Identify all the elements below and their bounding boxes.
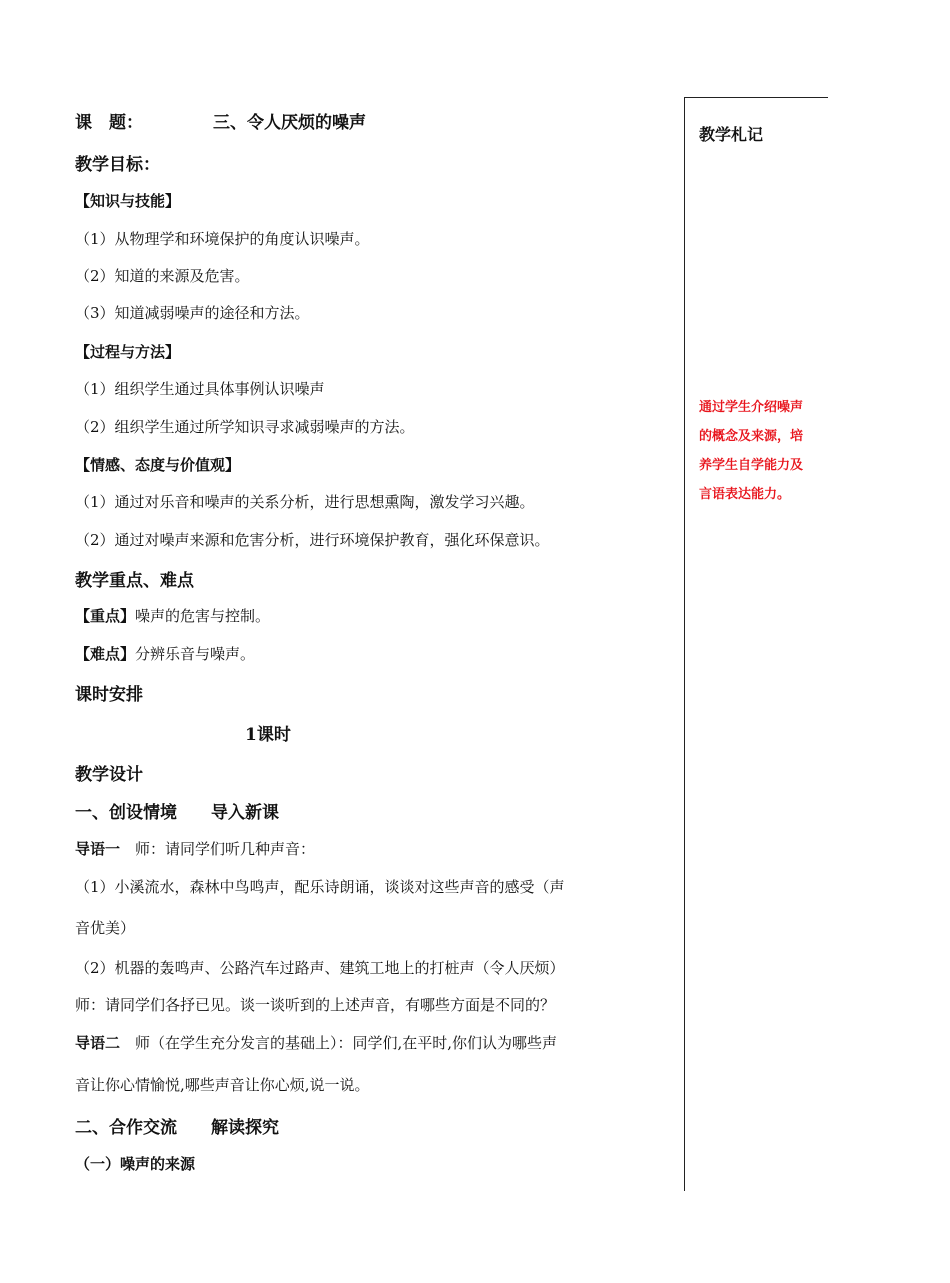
lesson-title-label: 课 题： xyxy=(75,113,143,133)
teaching-note-line: 的概念及来源，培 xyxy=(699,429,804,444)
schedule-value: 1课时 xyxy=(245,725,291,745)
keypoints-heading: 教学重点、难点 xyxy=(75,571,194,591)
teaching-note-line: 养学生自学能力及 xyxy=(699,458,804,473)
intro1-text: 师：请同学们听几种声音： xyxy=(120,840,316,858)
intro1-item: （2）机器的轰鸣声、公路汽车过路声、建筑工地上的打桩声（令人厌烦） xyxy=(75,959,565,977)
section2-heading: 二、合作交流 解读探究 xyxy=(75,1118,279,1138)
intro2 xyxy=(75,1032,557,1053)
intro1-item: 师：请同学们各抒已见。谈一谈听到的上述声音，有哪些方面是不同的？ xyxy=(75,996,556,1014)
process-item: （2）组织学生通过所学知识寻求减弱噪声的方法。 xyxy=(75,418,415,436)
intro2-text: 师（在学生充分发言的基础上）：同学们,在平时,你们认为哪些声 xyxy=(120,1034,558,1052)
emotion-item: （2）通过对噪声来源和危害分析，进行环境保护教育，强化环保意识。 xyxy=(75,531,550,549)
process-item: （1）组织学生通过具体事例认识噪声 xyxy=(75,380,325,398)
column-top-rule xyxy=(684,97,828,98)
difficult-point-text: 分辨乐音与噪声。 xyxy=(135,645,256,663)
section1-heading: 一、创设情境 导入新课 xyxy=(75,803,279,823)
column-divider xyxy=(684,97,685,1191)
lesson-title: 三、令人厌烦的噪声 xyxy=(213,113,366,133)
design-heading: 教学设计 xyxy=(75,765,143,785)
knowledge-item: （2）知道的来源及危害。 xyxy=(75,267,250,285)
knowledge-heading: 【知识与技能】 xyxy=(75,192,181,210)
intro1 xyxy=(75,838,315,859)
teaching-note-line: 言语表达能力。 xyxy=(699,487,791,502)
key-point-label: 【重点】 xyxy=(75,607,136,625)
intro1-item: 音优美） xyxy=(75,919,136,937)
teaching-notes-column xyxy=(684,97,828,1191)
difficult-point-label: 【难点】 xyxy=(75,645,136,663)
emotion-item: （1）通过对乐音和噪声的关系分析，进行思想熏陶，激发学习兴趣。 xyxy=(75,493,535,511)
objectives-heading: 教学目标： xyxy=(75,155,160,175)
intro1-label: 导语一 xyxy=(75,840,121,858)
teaching-note xyxy=(699,393,829,509)
knowledge-item: （3）知道减弱噪声的途径和方法。 xyxy=(75,304,310,322)
knowledge-item: （1）从物理学和环境保护的角度认识噪声。 xyxy=(75,230,370,248)
process-heading: 【过程与方法】 xyxy=(75,343,181,361)
difficult-point xyxy=(75,643,255,664)
teaching-notes-title: 教学札记 xyxy=(699,125,764,144)
teaching-note-line: 通过学生介绍噪声 xyxy=(699,400,804,415)
schedule-heading: 课时安排 xyxy=(75,685,143,705)
intro2-continued: 音让你心情愉悦,哪些声音让你心烦,说一说。 xyxy=(75,1076,370,1094)
intro2-label: 导语二 xyxy=(75,1034,121,1052)
intro1-item: （1）小溪流水，森林中鸟鸣声，配乐诗朗诵，谈谈对这些声音的感受（声 xyxy=(75,878,565,896)
emotion-heading: 【情感、态度与价值观】 xyxy=(75,456,241,474)
key-point-text: 噪声的危害与控制。 xyxy=(135,607,271,625)
key-point xyxy=(75,605,270,626)
subsection1-heading: （一）噪声的来源 xyxy=(75,1155,196,1173)
